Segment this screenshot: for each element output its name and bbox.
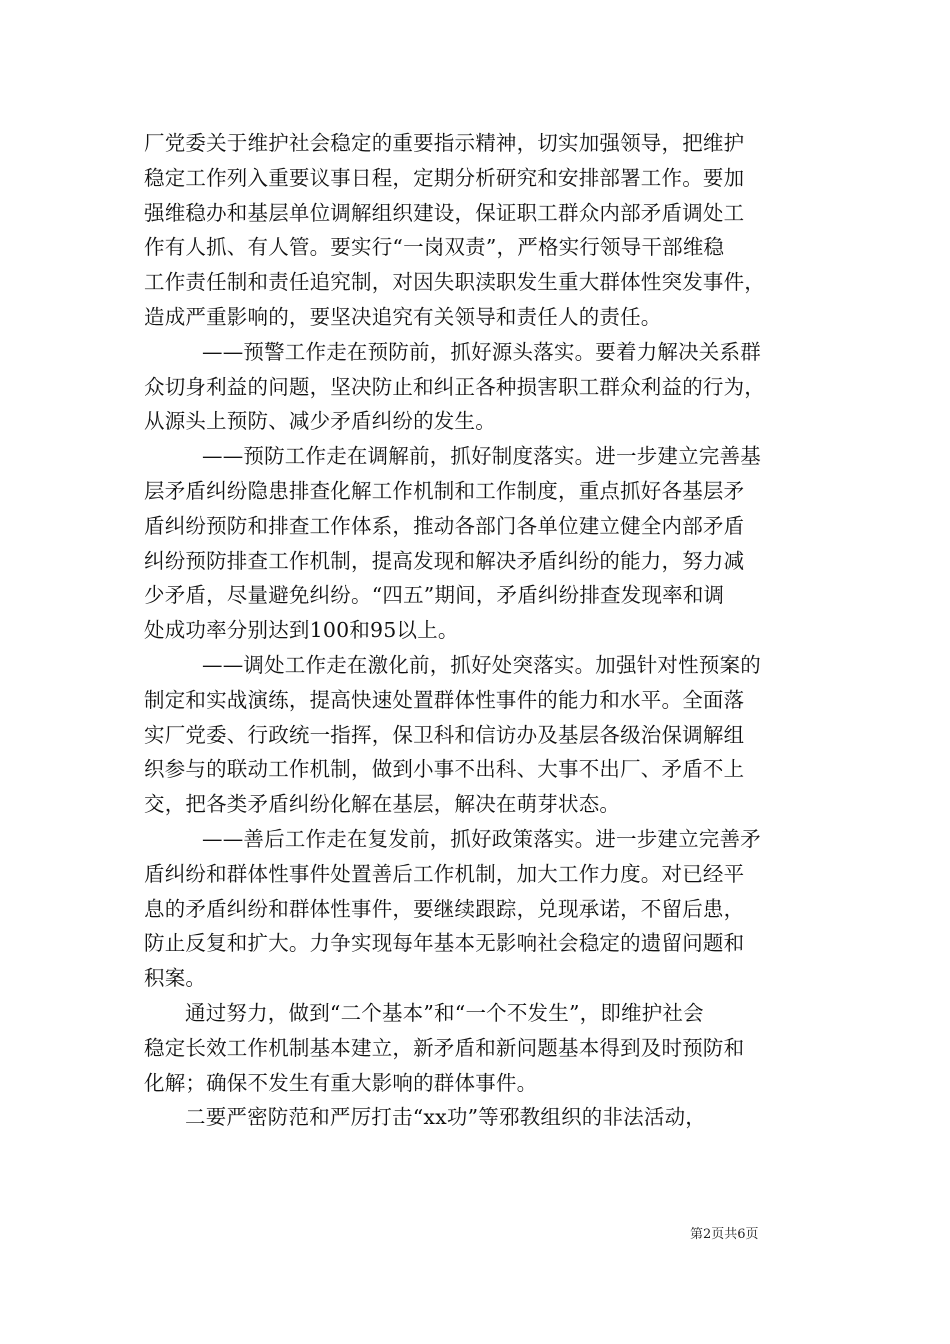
text-line: 制定和实战演练，提高快速处置群体性事件的能力和水平。全面落 xyxy=(144,687,745,712)
text-line: 织参与的联动工作机制，做到小事不出科、大事不出厂、矛盾不上 xyxy=(144,757,745,782)
page-number-footer: 第2页共6页 xyxy=(690,1227,759,1242)
text-line: 纠纷预防排查工作机制，提高发现和解决矛盾纠纷的能力，努力减 xyxy=(144,548,745,573)
text-line: 作有人抓、有人管。要实行“一岗双责”，严格实行领导干部维稳 xyxy=(144,235,725,260)
text-line: 盾纠纷和群体性事件处置善后工作机制，加大工作力度。对已经平 xyxy=(144,861,745,886)
text-line: 交，把各类矛盾纠纷化解在基层，解决在萌芽状态。 xyxy=(144,792,621,817)
text-line: 强维稳办和基层单位调解组织建设，保证职工群众内部矛盾调处工 xyxy=(144,200,745,225)
text-line: 息的矛盾纠纷和群体性事件，要继续跟踪，兑现承诺，不留后患， xyxy=(144,896,745,921)
text-line: 造成严重影响的，要坚决追究有关领导和责任人的责任。 xyxy=(144,304,662,329)
text-line: 众切身利益的问题，坚决防止和纠正各种损害职工群众利益的行为， xyxy=(144,374,765,399)
text-line: 从源头上预防、减少矛盾纠纷的发生。 xyxy=(144,409,496,434)
paragraph-start-line: 二要严密防范和严厉打击“xx功”等邪教组织的非法活动， xyxy=(185,1105,706,1130)
paragraph-start-line: ——预防工作走在调解前，抓好制度落实。进一步建立完善基 xyxy=(202,444,761,469)
text-line: 工作责任制和责任追究制，对因失职渎职发生重大群体性突发事件， xyxy=(144,270,765,295)
paragraph-start-line: ——调处工作走在激化前，抓好处突落实。加强针对性预案的 xyxy=(202,652,761,677)
paragraph-start-line: ——预警工作走在预防前，抓好源头落实。要着力解决关系群 xyxy=(202,339,761,364)
paragraph-start-line: 通过努力，做到“二个基本”和“一个不发生”，即维护社会 xyxy=(185,1000,704,1025)
text-line: 层矛盾纠纷隐患排查化解工作机制和工作制度，重点抓好各基层矛 xyxy=(144,478,745,503)
text-line: 盾纠纷预防和排查工作体系，推动各部门各单位建立健全内部矛盾 xyxy=(144,513,745,538)
text-line: 少矛盾，尽量避免纠纷。“四五”期间，矛盾纠纷排查发现率和调 xyxy=(144,583,725,608)
text-line: 实厂党委、行政统一指挥，保卫科和信访办及基层各级治保调解组 xyxy=(144,722,745,747)
text-line: 处成功率分别达到100和95以上。 xyxy=(144,618,459,643)
paragraph-start-line: ——善后工作走在复发前，抓好政策落实。进一步建立完善矛 xyxy=(202,826,761,851)
text-line: 稳定长效工作机制基本建立，新矛盾和新问题基本得到及时预防和 xyxy=(144,1035,745,1060)
text-line: 厂党委关于维护社会稳定的重要指示精神，切实加强领导，把维护 xyxy=(144,131,745,155)
text-line: 稳定工作列入重要议事日程，定期分析研究和安排部署工作。要加 xyxy=(144,165,745,190)
text-line: 防止反复和扩大。力争实现每年基本无影响社会稳定的遗留问题和 xyxy=(144,931,745,956)
document-body xyxy=(144,126,834,1135)
text-line: 化解；确保不发生有重大影响的群体事件。 xyxy=(144,1070,538,1095)
text-line: 积案。 xyxy=(144,966,207,991)
